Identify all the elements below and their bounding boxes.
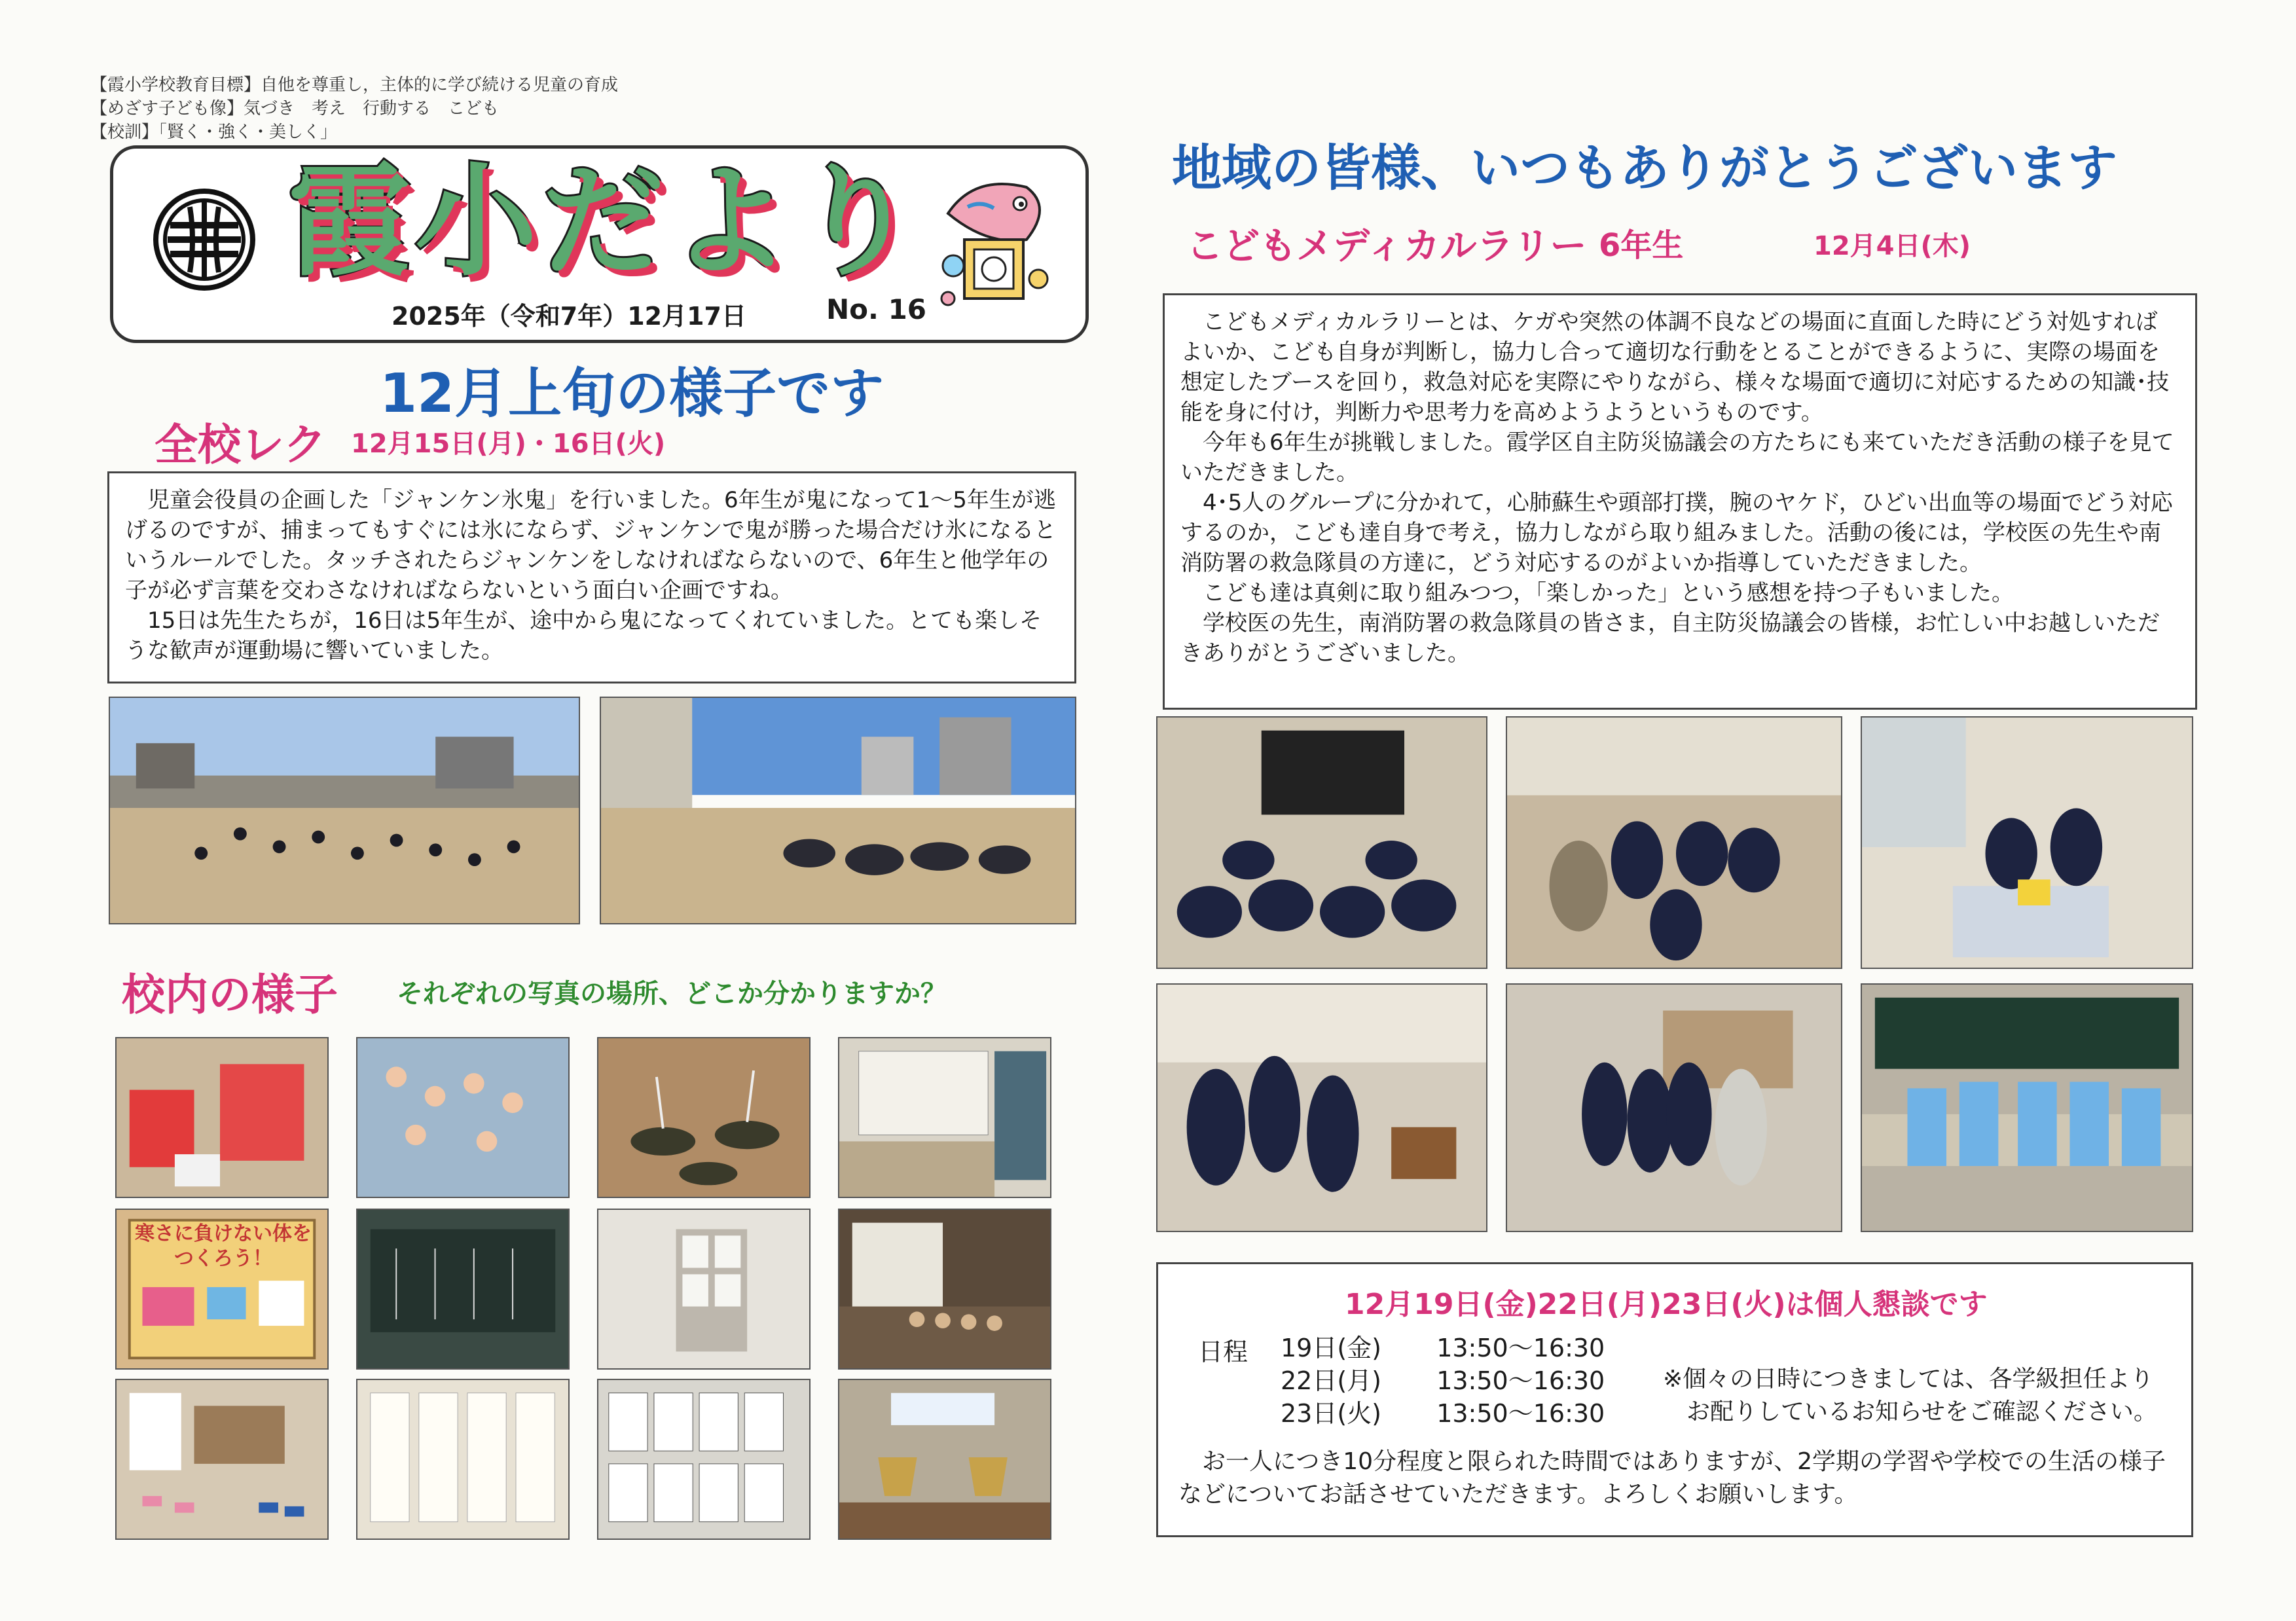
- left-headline: 12月上旬の様子です: [380, 363, 884, 425]
- rec-paragraph: 15日は先生たちが，16日は5年生が、途中から鬼になってくれていました。とても楽しそうな歓声が運動場に響いていました。: [125, 608, 1042, 664]
- schedule-list: [1281, 1332, 1605, 1430]
- rec-title: 全校レク: [155, 420, 327, 470]
- newsletter-title: 霞小だより: [288, 149, 924, 293]
- note-line: ※個々の日時につきましては、各学級担任より: [1663, 1366, 2154, 1393]
- goal-line: 【校訓】「賢く・強く・美しく」: [90, 122, 338, 142]
- rally-paragraph: こどもメディカルラリーとは、ケガや突然の体調不良などの場面に直面した時にどう対処すればよいか、こども自身が判断し，協力し合って適切な行動をとることができるように、実際の場面を想定したブースを回り，救急対応を実際にやりながら、様々な場面で適切に対応するための知識･技能を身に付け，判断力や思考力を高めようようというものです。: [1180, 309, 2170, 426]
- school-subtitle: それぞれの写真の場所、どこか分かりますか？: [397, 979, 947, 1009]
- right-headline: 地域の皆様、いつもありがとうございます: [1172, 139, 2117, 197]
- school-goals: [90, 73, 618, 144]
- schedule-row: [1281, 1332, 1605, 1364]
- school-photo: [356, 1037, 570, 1198]
- issue-number: No. 16: [826, 293, 927, 325]
- rally-photo: [1506, 983, 1842, 1232]
- schedule-row: [1281, 1397, 1605, 1430]
- school-photo: [838, 1209, 1051, 1370]
- school-emblem-icon: [152, 187, 257, 295]
- schedule-time: 13:50～16:30: [1436, 1334, 1605, 1362]
- school-photo: [115, 1379, 329, 1540]
- rec-paragraph: 児童会役員の企画した「ジャンケン氷鬼」を行いました。6年生が鬼になって1～5年生が逃げるのですが、捕まってもすぐには氷にならず、ジャンケンで鬼が勝った場合だけ氷になるというルールでした。タッチされたらジャンケンをしなければならないので、6年生と他学年の子が必ず言葉を交わさなければならないという面白い企画ですね。: [125, 487, 1057, 604]
- school-photo: [597, 1209, 811, 1370]
- interview-closing: お一人につき10分程度と限られた時間ではありますが、2学期の学習や学校での生活の様子などについてお話させていただきます。よろしくお願いします。: [1178, 1448, 2166, 1508]
- rec-date: 12月15日(月)・16日(火): [351, 429, 666, 459]
- rally-photo: [1156, 716, 1487, 969]
- rally-title: こどもメディカルラリー: [1186, 225, 1587, 268]
- schedule-time: 13:50～16:30: [1436, 1399, 1605, 1428]
- school-photo: [356, 1379, 570, 1540]
- schedule-row: [1281, 1364, 1605, 1397]
- interview-title: 12月19日(金)22日(月)23日(火)は個人懇談です: [1345, 1288, 1988, 1321]
- schedule-day: 23日(火): [1281, 1399, 1382, 1428]
- fish-mascot-icon: [928, 168, 1059, 314]
- goal-line: 【霞小学校教育目標】自他を尊重し，主体的に学び続ける児童の育成: [90, 75, 619, 95]
- issue-date: 2025年（令和7年）12月17日: [392, 302, 746, 331]
- rally-photo: [1861, 983, 2193, 1232]
- school-photo: [356, 1209, 570, 1370]
- schedule-day: 22日(月): [1281, 1366, 1382, 1395]
- rally-date: 12月4日(木): [1813, 231, 1971, 261]
- school-photo: [838, 1379, 1051, 1540]
- rally-paragraph: 4･5人のグループに分かれて，心肺蘇生や頭部打撲，腕のヤケド，ひどい出血等の場面でどう対応するのか，こども達自身で考え，協力しながら取り組みました。活動の後には，学校医の先生や南消防署の救急隊員の方達に，どう対応するのがよいか指導していただきました。: [1180, 490, 2173, 576]
- interview-note: [1663, 1363, 2157, 1429]
- rec-textbox: [107, 471, 1076, 683]
- rally-grade: 6年生: [1599, 227, 1684, 264]
- schedule-time: 13:50～16:30: [1436, 1366, 1605, 1395]
- note-line: お配りしているお知らせをご確認ください。: [1686, 1398, 2157, 1425]
- rally-paragraph: 学校医の先生，南消防署の救急隊員の皆さま，自主防災協議会の皆様，お忙しい中お越しいただきありがとうございました。: [1180, 610, 2160, 666]
- playground-photo-2: [600, 697, 1076, 924]
- school-photo: [597, 1037, 811, 1198]
- poster-text: 寒さに負けない体をつくろう！: [135, 1222, 312, 1270]
- school-title: 校内の様子: [122, 970, 338, 1020]
- schedule-day: 19日(金): [1281, 1334, 1382, 1362]
- goal-line: 【めざす子ども像】気づき 考え 行動する こども: [90, 99, 500, 118]
- school-photo: [597, 1379, 811, 1540]
- rally-photo: [1861, 716, 2193, 969]
- rally-photo: [1156, 983, 1487, 1232]
- playground-photo-1: [109, 697, 580, 924]
- rally-photo: [1506, 716, 1842, 969]
- school-photo: [838, 1037, 1051, 1198]
- rally-textbox: [1163, 293, 2197, 710]
- rally-paragraph: 今年も6年生が挑戦しました。霞学区自主防災協議会の方たちにも来ていただき活動の様子を見ていただきました。: [1180, 429, 2174, 486]
- school-photo: [115, 1037, 329, 1198]
- schedule-label: 日程: [1198, 1338, 1248, 1366]
- rally-paragraph: こども達は真剣に取り組みつつ，「楽しかった」という感想を持つ子もいました。: [1203, 580, 2014, 606]
